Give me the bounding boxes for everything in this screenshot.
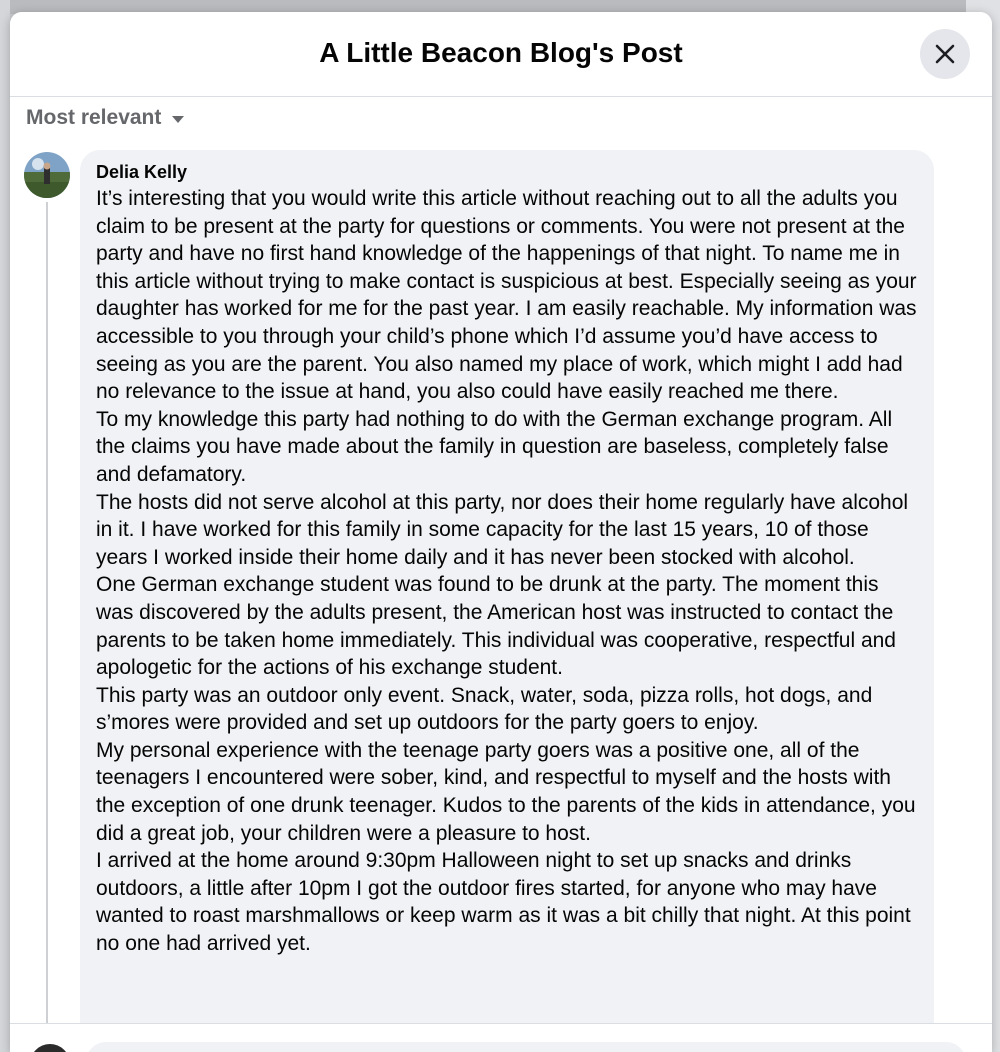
sort-label: Most relevant (26, 106, 162, 129)
avatar-image (24, 152, 70, 198)
caret-down-icon (171, 115, 185, 124)
comment-input[interactable] (86, 1042, 966, 1052)
sort-dropdown[interactable] (26, 106, 185, 130)
backdrop-left (0, 0, 10, 1052)
thread-line (46, 202, 48, 1052)
close-icon (934, 43, 956, 65)
composer-avatar (30, 1044, 70, 1052)
modal-header (10, 12, 992, 97)
post-modal (10, 12, 992, 1052)
avatar[interactable] (24, 152, 70, 198)
comment-composer-bar (10, 1023, 992, 1052)
comment-bubble (80, 150, 934, 1050)
comment-text: It’s interesting that you would write this article without reaching out to all the adults you claim to be present at the party for questions or comments. You were not present at the party and have no first hand knowledge of the happenings of that night. To name me in this article without trying to make contact is suspicious at best. Especially seeing as your daughter has worked for me for the past year. I am easily reachable. My information was accessible to you through your child’s phone which I’d assume you’d have access to seeing as you are the parent. You also named my place of work, which might I add had no relevance to the issue at hand, you also could have easily reached me there. To my knowledge this party had nothing to do with the German exchange program. All the claims you have made about the family in question are baseless, completely false and defamatory. The hosts did not serve alcohol at this party, nor does their home regularly have alcohol in it. I have worked for this family in some capacity for the last 15 years, 10 of those years I worked inside their home daily and it has never been stocked with alcohol. One German exchange student was found to be drunk at the party. The moment this was discovered by the adults present, the American host was instructed to contact the parents to be taken home immediately. This individual was cooperative, respectful and apologetic for the actions of his exchange student. This party was an outdoor only event. Snack, water, soda, pizza rolls, hot dogs, and s’mores were provided and set up outdoors for the party goers to enjoy. My personal experience with the teenage party goers was a positive one, all of the teenagers I encountered were sober, kind, and respectful to myself and the hosts with the exception of one drunk teenager. Kudos to the parents of the kids in attendance, you did a great job, your children were a pleasure to host. I arrived at the home around 9:30pm Halloween night to set up snacks and drinks outdoors, a little after 10pm I got the outdoor fires started, for anyone who may have wanted to roast marshmallows or keep warm as it was a bit chilly that night. At this point no one had arrived yet. (96, 187, 917, 956)
modal-title: A Little Beacon Blog's Post (319, 37, 683, 68)
close-button[interactable] (920, 29, 970, 79)
comment-author[interactable]: Delia Kelly (96, 162, 188, 182)
